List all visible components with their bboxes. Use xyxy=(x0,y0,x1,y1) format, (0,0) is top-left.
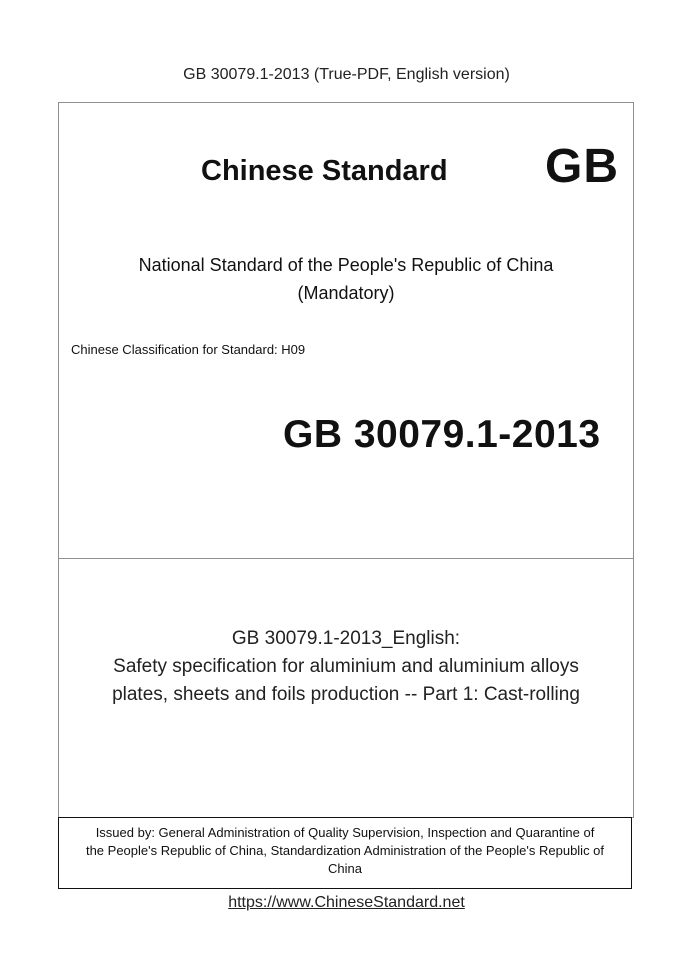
issued-by-line: Issued by: General Administration of Quality Supervision, Inspection and Quarantine of xyxy=(95,825,595,840)
document-header: GB 30079.1-2013 (True-PDF, English version) xyxy=(183,66,510,83)
english-title-line: GB 30079.1-2013_English: xyxy=(231,628,461,649)
national-standard-line: National Standard of the People's Republic of China xyxy=(138,255,554,275)
gb-mark: GB xyxy=(545,140,619,193)
section-divider xyxy=(59,558,633,559)
issued-by-line: the People's Republic of China, Standardization Administration of the People's Republic of xyxy=(85,843,605,858)
standard-number: GB 30079.1-2013 xyxy=(283,413,601,456)
english-title-block xyxy=(59,625,633,709)
website-link[interactable]: https://www.ChineseStandard.net xyxy=(228,894,465,911)
issued-by-line: China xyxy=(328,861,362,876)
classification-text: Chinese Classification for Standard: H09 xyxy=(71,342,306,357)
english-title-line: Safety specification for aluminium and aluminium alloys xyxy=(113,656,579,677)
mandatory-label: (Mandatory) xyxy=(297,283,395,303)
footer xyxy=(0,894,693,912)
chinese-standard-title: Chinese Standard xyxy=(201,155,448,187)
national-standard-block xyxy=(59,251,633,307)
cover-frame xyxy=(58,102,634,818)
issued-by-box xyxy=(58,817,632,889)
english-title-line: plates, sheets and foils production -- Part 1: Cast-rolling xyxy=(112,684,580,705)
